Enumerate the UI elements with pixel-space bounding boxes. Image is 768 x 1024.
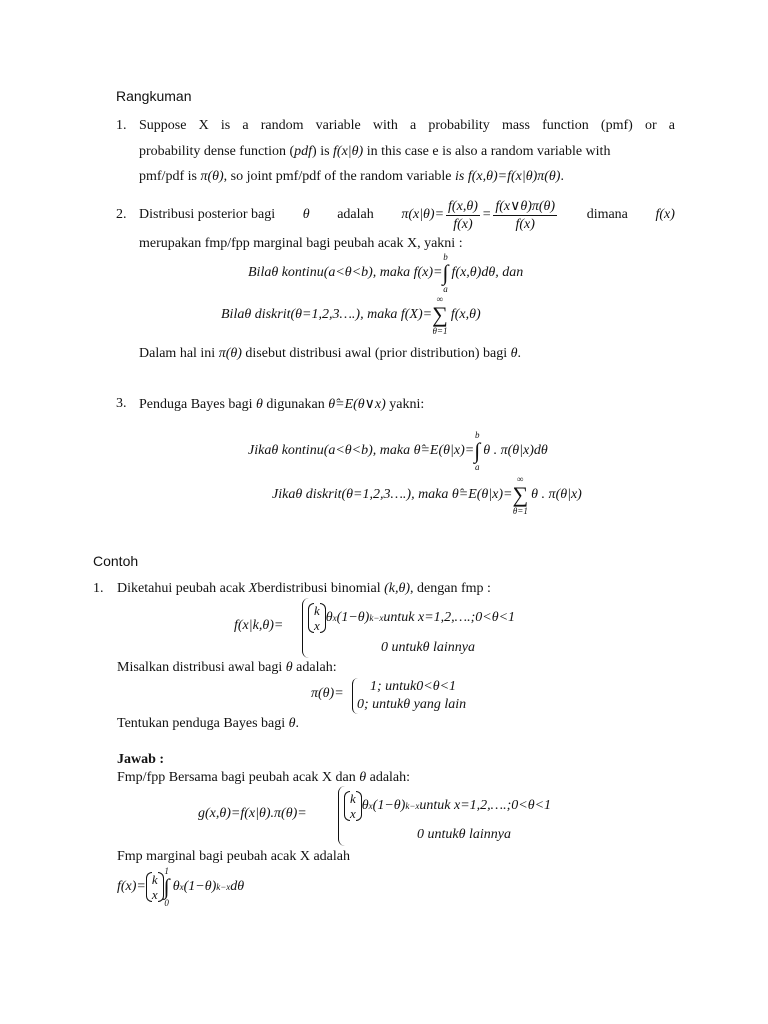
example-number-1: 1. <box>93 581 104 596</box>
marginal-text: Fmp marginal bagi peubah acak X adalah <box>117 849 350 864</box>
joint-text: Fmp/fpp Bersama bagi peubah acak X dan θ adalah: <box>117 770 411 785</box>
item-number-3: 3. <box>116 396 127 411</box>
item-1-line-2: probability dense function (pdf) is f(x|θ) in this case e is also a random variable with <box>139 144 611 159</box>
integral-symbol: 1 ∫ 0 <box>163 866 170 908</box>
pmf-lhs: f(x|k,θ)= <box>234 618 284 633</box>
integral-symbol: b ∫ a <box>474 430 481 472</box>
joint-case-2: 0 untukθ lainnya <box>417 827 511 842</box>
item-2-line-1: Distribusi posterior bagi θ adalah π(x|θ)= $\frac{f(x,\theta)}{f(x)}$ = $\frac{f(x\vee\theta)\pi(\theta)}{f(x)}$ dimana f(x) <box>139 198 675 232</box>
item-1-line-1: Suppose X is a random variable with a probability mass function (pmf) or a <box>139 118 675 133</box>
integral-symbol: b ∫ a <box>442 252 449 294</box>
example-heading: Contoh <box>93 553 139 569</box>
pmf-case-1: k x θ x (1−θ) k−x untuk x=1,2,….;0<θ<1 <box>308 603 515 633</box>
section-heading: Rangkuman <box>116 88 192 104</box>
joint-lhs: g(x,θ)=f(x|θ).π(θ)= <box>198 806 307 821</box>
binomial-coefficient: k x <box>344 791 362 821</box>
example-line-1: Diketahui peubah acak Xberdistribusi binomial (k,θ), dengan fmp : <box>117 581 491 596</box>
item-3-equation-discrete: Jikaθ diskrit(θ=1,2,3….), maka θ̂=E(θ|x)= ∞ ∑ θ=1 θ . π(θ|x) <box>272 474 582 516</box>
marginal-equation: f(x)= k x 1 ∫ 0 θ x (1−θ) k−x dθ <box>117 866 245 908</box>
summation-symbol: ∞ ∑ θ=1 <box>512 474 529 516</box>
task-text: Tentukan penduga Bayes bagi θ. <box>117 716 300 731</box>
item-2-equation-discrete: Bilaθ diskrit(θ=1,2,3….), maka f(X)= ∞ ∑ θ=1 f(x,θ) <box>221 294 481 336</box>
posterior-fraction-2: $\frac{f(x\vee\theta)\pi(\theta)}{f(x)}$ <box>495 198 556 232</box>
item-2-line-2: merupakan fmp/fpp marginal bagi peubah acak X, yakni : <box>139 236 463 251</box>
item-1-line-3: pmf/pdf is π(θ), so joint pmf/pdf of the random variable is f(x,θ)=f(x|θ)π(θ). <box>139 169 564 184</box>
prior-text: Misalkan distribusi awal bagi θ adalah: <box>117 660 337 675</box>
binomial-coefficient: k x <box>308 603 326 633</box>
item-number-2: 2. <box>116 207 127 222</box>
summation-symbol: ∞ ∑ θ=1 <box>432 294 448 336</box>
prior-lhs: π(θ)= <box>311 686 344 701</box>
posterior-fraction-1: $\frac{f(x,\theta)}{f(x)}$ <box>448 198 478 232</box>
pmf-case-2: 0 untukθ lainnya <box>381 640 475 655</box>
item-3-equation-continuous: Jikaθ kontinu(a<θ<b), maka θ̂=E(θ|x)= b ∫ a θ . π(θ|x)dθ <box>248 430 548 472</box>
joint-case-1: k x θ x (1−θ) k−x untuk x=1,2,….;0<θ<1 <box>344 791 551 821</box>
item-2-equation-continuous: Bilaθ kontinu(a<θ<b), maka f(x)= b ∫ a f(x,θ)dθ, dan <box>248 252 524 294</box>
item-2-note: Dalam hal ini π(θ) disebut distribusi awal (prior distribution) bagi θ. <box>139 346 521 361</box>
prior-case-2: 0; untukθ yang lain <box>357 697 467 712</box>
item-3-line-1: Penduga Bayes bagi θ digunakan θ̂=E(θ∨x) yakni: <box>139 397 425 412</box>
answer-label: Jawab : <box>117 752 165 767</box>
binomial-coefficient: k x <box>146 872 164 902</box>
prior-case-1: 1; untuk0<θ<1 <box>370 679 457 694</box>
item-number-1: 1. <box>116 118 127 133</box>
